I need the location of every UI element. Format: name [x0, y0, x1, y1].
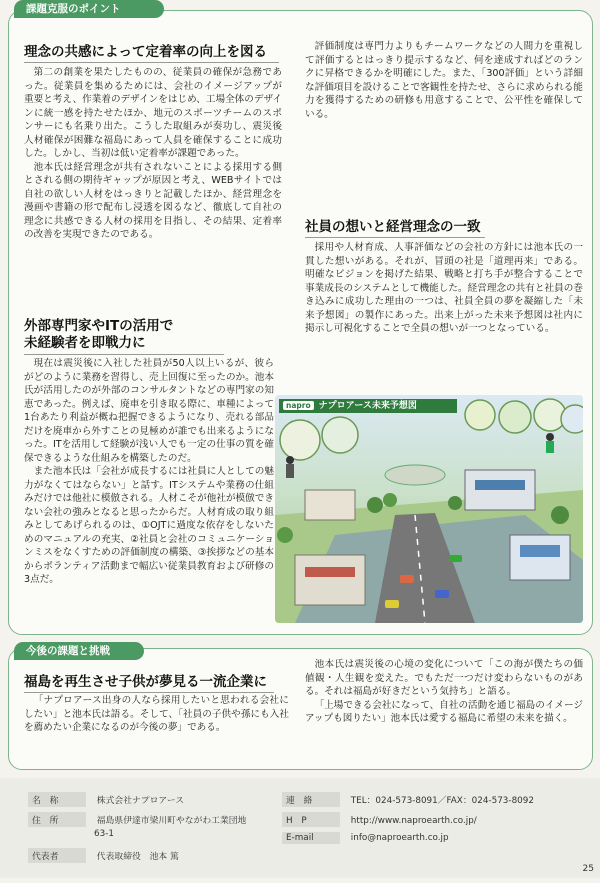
paragraph: 「上場できる会社になって、自社の活動を通じ福島のイメージアップも図りたい」池本氏は愛する福島に希望の未来を描く。 [305, 699, 583, 724]
paragraph: 採用や人材育成、人事評価などの会社の方針には池本氏の一貫した想いがある。それが、冒頭の社是「道理再来」である。明確なビジョンを掲げた結果、戦略と打ち手が整合することで事業成長のシステムとして機能した。経営理念の共有と社員の巻き込みに成功した理由の一つは、社員全員の夢を凝縮した「未来予想図」の製作にあった。出来上がった未来予想図は社内に掲示し可視化することで全員の想いが一つとなっている。 [305, 242, 583, 334]
info-row-address [28, 812, 246, 827]
heading-external-experts [24, 318, 224, 355]
body-future-right [305, 658, 583, 726]
info-label: 代表者 [28, 848, 86, 863]
napro-logo: napro [283, 401, 314, 410]
heading-line-2: 未経験者を即戦力に [24, 335, 146, 351]
body-external-experts [24, 357, 274, 587]
homepage-link[interactable]: http://www.naproearth.co.jp/ [350, 816, 477, 826]
paragraph: 池本氏は経営理念が共有されないことによる採用する側とされる側の期待ギャップが原因と考え、WEBサイトでは自社の欲しい人材をはっきりと記載したほか、経営理念を漫画や書籍の形で配布し浸透を図るなど、徹底して自社の理念に共感できる人材の採用を目指し、その結果、定着率の改善を実現できたのである。 [24, 161, 282, 240]
page-number: 25 [582, 864, 594, 874]
info-value: 福島県伊達市梁川町やながわ工業団地 [96, 816, 247, 826]
company-info-footer [0, 778, 600, 878]
info-label: 連 絡 [282, 792, 340, 807]
future-vision-illustration [275, 395, 583, 623]
heading-line-1: 外部専門家やITの活用で [24, 318, 174, 334]
paragraph: 現在は震災後に入社した社員が50人以上いるが、彼らがどのように業務を習得し、売上回復に至ったのか。池本氏が活用したのが外部のコンサルタントなどの専門家の知恵であった。例えば、廃車を引き取る際に、車種によって1台あたり利益が概ね把握できるようになり、売れる部品だけを廃車から外すことの見極めが誰でも出来るようになった。ITを活用して経験が浅い人でも一定の仕事の質を確保できるような仕組みを構築したのだ。 [24, 358, 274, 464]
info-value: TEL：024-573-8091／FAX：024-573-8092 [350, 796, 534, 806]
email-link[interactable]: info@naproearth.co.jp [350, 833, 449, 843]
info-row-homepage [282, 812, 477, 827]
paragraph: 「ナプロアース出身の人なら採用したいと思われる会社にしたい」と池本氏は語る。そして、「社員の子供や孫にも入社を薦めたい企業になるのが今後の夢」である。 [24, 695, 289, 733]
section-tab-keypoints: 課題克服のポイント [14, 0, 164, 18]
info-value: 株式会社ナプロアース [96, 796, 185, 806]
section-tab-future: 今後の課題と挑戦 [14, 642, 144, 660]
illustration-title: ナプロアース未来予想図 [318, 401, 417, 411]
paragraph: 池本氏は震災後の心境の変化について「この海が僕たちの価値観・人生観を変えた。でもただ一つだけ変わらないものがある。それは福島が好きだという気持ち」と語る。 [305, 659, 583, 697]
body-future-left [24, 694, 289, 735]
heading-employee-vision: 社員の想いと経営理念の一致 [305, 215, 485, 238]
city-scene-drawing [275, 395, 583, 623]
info-row-email [282, 832, 449, 844]
info-value: 代表取締役 池本 篤 [96, 852, 179, 862]
info-row-contact [282, 792, 534, 807]
info-value: 63-1 [94, 829, 114, 839]
info-label: E-mail [282, 832, 340, 844]
info-label: 住 所 [28, 812, 86, 827]
paragraph: 第二の創業を果たしたものの、従業員の確保が急務であった。従業員を集めるためには、会社のイメージアップが重要と考え、作業着のデザインをはじめ、工場全体のデザインに統一感を持たせたほか、地元のスポーツチームのスポンサーにも名乗り出た。こうした取組みが奏功し、震災後人材確保が困難な福島にあって人員を確保することに成功した。しかし、当初は低い定着率が課題であった。 [24, 67, 282, 159]
heading-retention: 理念の共感によって定着率の向上を図る [24, 40, 279, 63]
info-label: H P [282, 812, 340, 827]
body-continued [305, 40, 583, 121]
paragraph: 評価制度は専門力よりもチームワークなどの人間力を重視して評価するとはっきり提示するなど、何を達成すればどのランクに昇格できるかを明確にした。また、「300評価」という詳細な評価項目を設けることで客観性を持たせ、さらに求められる能力を獲得するための研修も用意することで、公平性を確保している。 [305, 41, 583, 120]
paragraph: また池本氏は「会社が成長するには社員に人としての魅力がなくてはならない」と話す。ITシステムや業務の仕組みだけでは他社に模倣される。人材こそが他社が模倣できない会社の強みとなると思ったからだ。人材育成の取り組みとしてあげられるのは、①OJTに過度な依存をしないためのマニュアルの充実、②社員と会社のコミュニケーションミスをなくすための評価制度の構築、③挨拶などの基本からボランティア活動まで幅広い従業員教育および研修の3点だ。 [24, 466, 274, 585]
info-row-address-2 [94, 829, 114, 839]
info-row-name [28, 792, 184, 807]
body-retention [24, 66, 282, 242]
heading-fukushima: 福島を再生させ子供が夢見る一流企業に [24, 670, 274, 693]
body-employee-vision [305, 241, 583, 336]
info-label: 名 称 [28, 792, 86, 807]
info-row-representative [28, 848, 179, 863]
